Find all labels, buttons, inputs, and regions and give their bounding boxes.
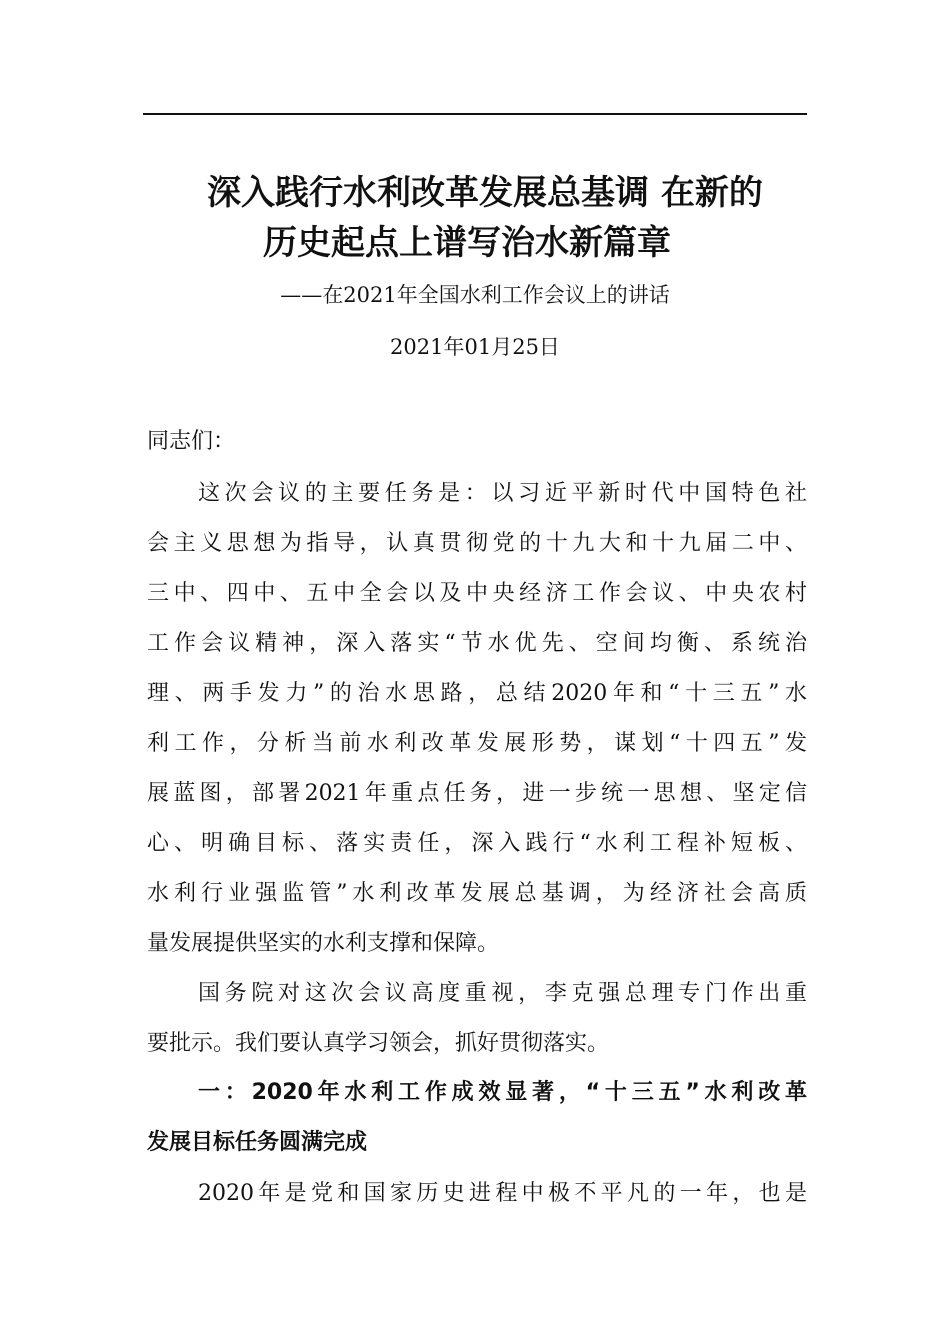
salutation: 同志们： xyxy=(147,429,236,454)
paragraph-1-line: 心、明确目标、落实责任，深入践行“水利工程补短板、 xyxy=(147,831,807,856)
paragraph-1-line: 三中、四中、五中全会以及中央经济工作会议、中央农村 xyxy=(147,581,807,606)
header-rule xyxy=(143,113,807,115)
document-title-line-1: 深入践行水利改革发展总基调 在新的 xyxy=(207,173,763,213)
paragraph-1-line: 利工作，分析当前水利改革发展形势，谋划“十四五”发 xyxy=(147,731,807,756)
paragraph-1-line: 理、两手发力”的治水思路，总结2020年和“十三五”水 xyxy=(147,681,807,706)
paragraph-2-line: 国务院对这次会议高度重视，李克强总理专门作出重 xyxy=(198,981,807,1006)
document-date: 2021年01月25日 xyxy=(390,335,560,359)
section-heading-line: 一：2020年水利工作成效显著，“十三五”水利改革 xyxy=(198,1080,807,1105)
paragraph-3-line: 2020年是党和国家历史进程中极不平凡的一年，也是 xyxy=(198,1181,807,1206)
paragraph-1-line: 这次会议的主要任务是：以习近平新时代中国特色社 xyxy=(198,481,807,506)
paragraph-1-line: 水利行业强监管”水利改革发展总基调，为经济社会高质 xyxy=(147,881,807,906)
paragraph-1-line: 展蓝图，部署2021年重点任务，进一步统一思想、坚定信 xyxy=(147,781,807,806)
paragraph-1-line: 工作会议精神，深入落实“节水优先、空间均衡、系统治 xyxy=(147,631,807,656)
document-title-line-2: 历史起点上谱写治水新篇章 xyxy=(263,223,671,263)
document-subtitle: ——在2021年全国水利工作会议上的讲话 xyxy=(280,283,670,307)
paragraph-1-line: 量发展提供坚实的水利支撑和保障。 xyxy=(147,931,500,956)
section-heading-line: 发展目标任务圆满完成 xyxy=(147,1130,368,1155)
paragraph-1-line: 会主义思想为指导，认真贯彻党的十九大和十九届二中、 xyxy=(147,531,807,556)
paragraph-2-line: 要批示。我们要认真学习领会，抓好贯彻落实。 xyxy=(147,1031,610,1056)
